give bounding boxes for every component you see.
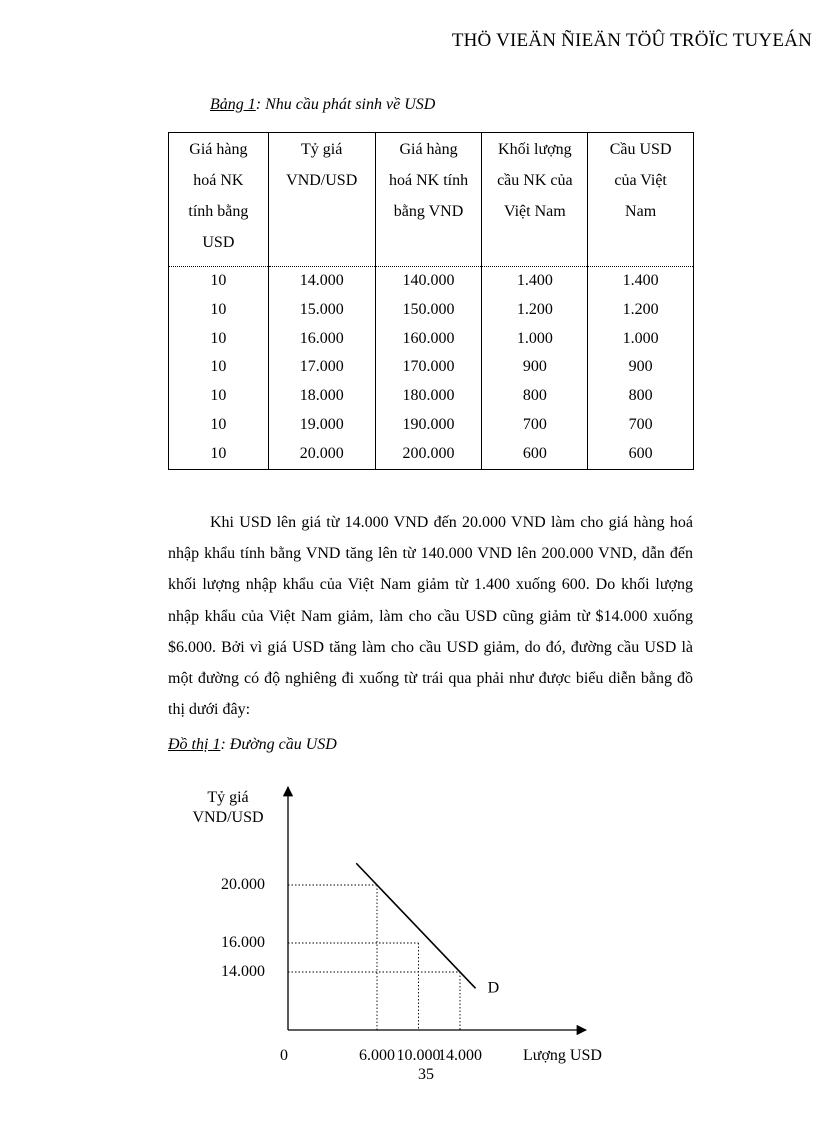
table-cell: 1.200 [588, 296, 694, 325]
header-line: hoá NK [193, 172, 244, 189]
header-line: Giá hàng [399, 141, 458, 158]
header-line: VND/USD [286, 172, 358, 189]
table-cell: 700 [588, 411, 694, 440]
table-cell: 10 [169, 296, 269, 325]
table-cell: 800 [482, 382, 588, 411]
table-cell: 150.000 [375, 296, 482, 325]
table-cell: 10 [169, 353, 269, 382]
table-cell: 20.000 [268, 440, 375, 469]
x-tick-label: 6.000 [359, 1047, 395, 1064]
x-tick-label: 10.000 [396, 1047, 441, 1064]
table-cell: 190.000 [375, 411, 482, 440]
y-axis-label-line2: VND/USD [192, 809, 264, 826]
chart-caption-label: Đồ thị 1 [168, 736, 221, 753]
header-line: Việt Nam [503, 203, 566, 220]
table-cell: 1.400 [482, 267, 588, 296]
table-cell: 14.000 [268, 267, 375, 296]
y-tick-label: 14.000 [221, 963, 265, 980]
table-cell: 140.000 [375, 267, 482, 296]
table-cell: 700 [482, 411, 588, 440]
header-line: của Việt [614, 172, 667, 189]
table-cell: 18.000 [268, 382, 375, 411]
table-cell: 1.000 [482, 325, 588, 354]
header-line: cầu NK của [497, 172, 573, 189]
table-cell: 16.000 [268, 325, 375, 354]
header-line: USD [202, 234, 235, 251]
header-line: hoá NK tính [388, 172, 469, 189]
curve-label-d: D [487, 979, 500, 997]
table-cell: 200.000 [375, 440, 482, 469]
header-line: Tỷ giá [301, 141, 343, 158]
y-axis-label-line1: Tỷ giá [207, 789, 249, 806]
x-axis-label: Lượng USD [523, 1047, 602, 1064]
table-cell: 900 [588, 353, 694, 382]
table-cell: 900 [482, 353, 588, 382]
table-cell: 17.000 [268, 353, 375, 382]
table-cell: 1.400 [588, 267, 694, 296]
header-line: Nam [625, 203, 657, 220]
table-cell: 170.000 [375, 353, 482, 382]
page-number: 35 [418, 1066, 434, 1083]
library-header-title: THÖ VIEÄN ÑIEÄN TÖÛ TRÖÏC TUYEÁN [451, 30, 812, 51]
x-tick-label: 14.000 [438, 1047, 482, 1064]
table-cell: 10 [169, 411, 269, 440]
chart-caption-text: : Đường cầu USD [220, 736, 337, 753]
y-tick-label: 20.000 [221, 876, 265, 893]
table-cell: 800 [588, 382, 694, 411]
header-line: bằng VND [393, 203, 464, 220]
paragraph-text: Khi USD lên giá từ 14.000 VND đến 20.000 VND làm cho giá hàng hoá nhập khẩu tính bằng VND tăng lên từ 140.000 VND lên 200.000 VND, dẫn đến khối lượng nhập khẩu của Việt Nam giảm từ 1.400 xuống 600. Do khối lượng nhập khẩu của Việt Nam giảm, làm cho cầu USD cũng giảm từ $14.000 xuống $6.000. Bởi vì giá USD tăng làm cho cầu USD giảm, do đó, đường cầu USD là một đường có độ nghiêng đi xuống từ trái qua phải như được biểu diễn bằng đồ thị dưới đây: [168, 514, 693, 719]
table-cell: 19.000 [268, 411, 375, 440]
y-tick-label: 16.000 [221, 934, 265, 951]
header-line: Giá hàng [189, 141, 248, 158]
header-line: Khối lượng [498, 141, 572, 158]
header-line: Cầu USD [609, 141, 672, 158]
table-cell: 600 [588, 440, 694, 469]
table-caption-text: : Nhu cầu phát sinh về USD [255, 96, 436, 113]
table-cell: 15.000 [268, 296, 375, 325]
table-caption-label: Bảng 1 [210, 96, 256, 113]
table-cell: 1.000 [588, 325, 694, 354]
table-cell: 1.200 [482, 296, 588, 325]
table-cell: 180.000 [375, 382, 482, 411]
table-cell: 10 [169, 440, 269, 469]
table-cell: 600 [482, 440, 588, 469]
table-cell: 10 [169, 325, 269, 354]
table-cell: 10 [169, 382, 269, 411]
table-cell: 160.000 [375, 325, 482, 354]
table-cell: 10 [169, 267, 269, 296]
header-line: tính bằng [188, 203, 249, 220]
origin-label: 0 [280, 1047, 288, 1064]
demand-curve-d [356, 863, 475, 988]
